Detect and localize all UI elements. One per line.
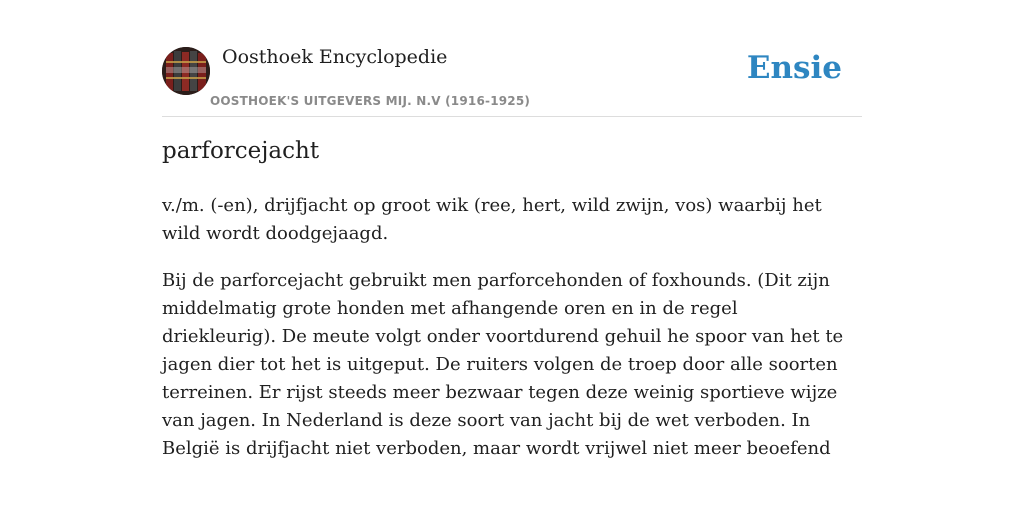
source-title[interactable]: Oosthoek Encyclopedie bbox=[222, 46, 448, 68]
definition-paragraph: v./m. (-en), drijfjacht op groot wik (ree, hert, wild zwijn, vos) waarbij het wild wordt doodgejaagd. bbox=[162, 195, 822, 244]
body-paragraph: Bij de parforcejacht gebruikt men parforcehonden of foxhounds. (Dit zijn middelmatig grote honden met afhangende oren en in de regel driekleurig). De meute volgt onder voortdurend gehuil he spoor van het te jagen dier tot het is uitgeput. De ruiters volgen de troep door alle soorten terreinen. Er rijst steeds meer bezwaar tegen deze weinig sportieve wijze van jagen. In Nederland is deze soort van jacht bij de wet verboden. In België is drijfjacht niet verboden, maar wordt vrijwel niet meer beoefend bbox=[162, 270, 844, 459]
brand-logo[interactable]: Ensie bbox=[746, 50, 842, 86]
source-subtitle: OOSTHOEK'S UITGEVERS MIJ. N.V (1916-1925) bbox=[210, 94, 531, 108]
article-body bbox=[162, 192, 852, 482]
book-spines-icon[interactable] bbox=[162, 47, 210, 95]
page-title: parforcejacht bbox=[162, 138, 320, 164]
source-header bbox=[162, 46, 862, 117]
